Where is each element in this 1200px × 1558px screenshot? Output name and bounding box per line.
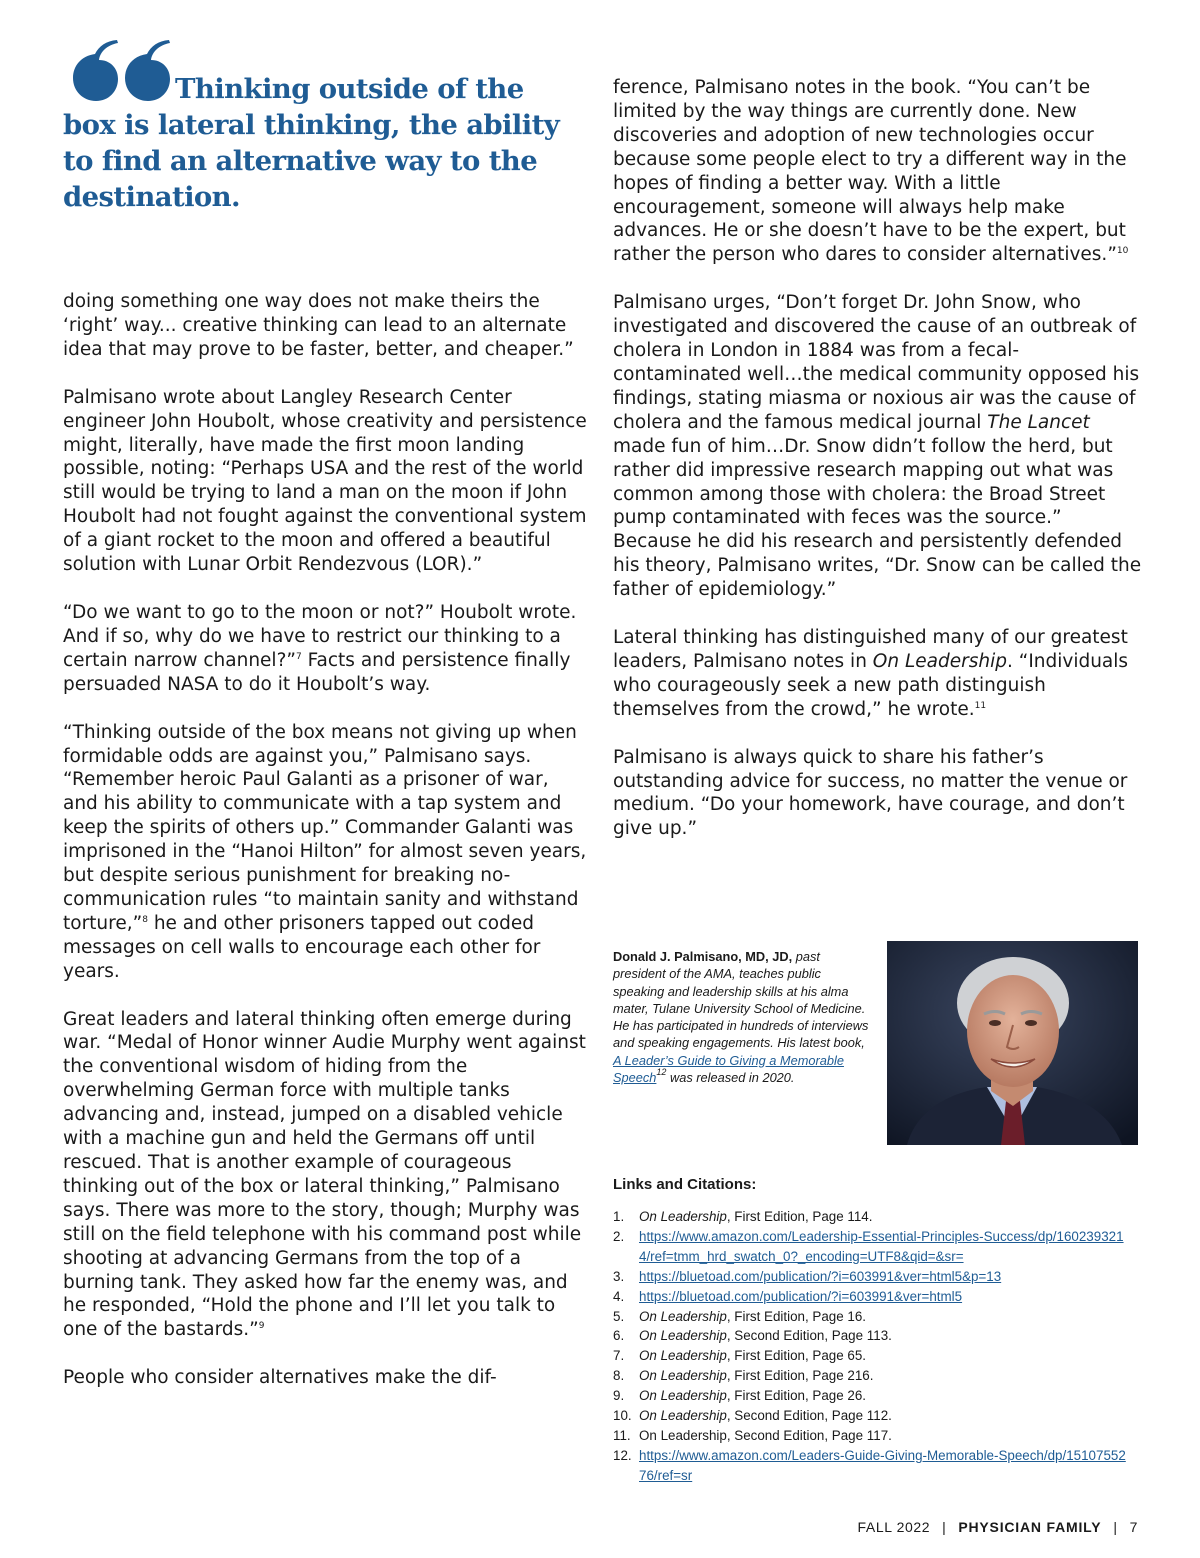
left-column bbox=[63, 290, 588, 1414]
citation-item bbox=[613, 1346, 1133, 1366]
citation-title: On Leadership bbox=[639, 1408, 727, 1424]
citation-item bbox=[613, 1287, 1133, 1307]
paragraph-text: Facts and persistence finally persuaded NASA to do it Houbolt’s way. bbox=[63, 649, 571, 695]
paragraph-text: “Thinking outside of the box means not giving up when formidable odds are against you,” Palmisano says. “Remember heroic Paul Galanti as a prisoner of war, and his ability to communicate with a tap system and keep the spirits of others up.” Commander Galanti was imprisoned in the “Hanoi Hilton” for almost seven years, but despite serious punishment for breaking no-communication rules “to maintain sanity and withstand torture,” bbox=[63, 721, 587, 934]
citations-list bbox=[613, 1207, 1133, 1486]
footer-separator: | bbox=[942, 1519, 947, 1535]
citation-link[interactable]: https://www.amazon.com/Leaders-Guide-Giving-Memorable-Speech/dp/1510755276/ref=sr bbox=[639, 1447, 1126, 1483]
paragraph-text: Palmisano urges, “Don’t forget Dr. John Snow, who investigated and discovered the cause of an outbreak of cholera in London in 1884 was from a fecal-contaminated well…the medical community opposed his findings, stating miasma or noxious air was the cause of cholera and the famous medical journal bbox=[613, 292, 1140, 433]
citation-text: On Leadership, Second Edition, Page 117. bbox=[639, 1427, 892, 1443]
paragraph-text: . “Individuals who courageously seek a new path distinguish themselves from the crowd,” he wrote. bbox=[613, 650, 1129, 720]
paragraph: People who consider alternatives make the dif- bbox=[63, 1367, 497, 1389]
citation-title: On Leadership bbox=[639, 1308, 727, 1324]
citation-text: , Second Edition, Page 113. bbox=[726, 1328, 892, 1344]
citation-link[interactable]: https://bluetoad.com/publication/?i=603991&ver=html5 bbox=[639, 1288, 963, 1304]
journal-title: The Lancet bbox=[987, 411, 1090, 433]
paragraph bbox=[613, 76, 1143, 267]
citation-number: 5. bbox=[613, 1308, 625, 1324]
citation-title: On Leadership bbox=[639, 1348, 727, 1364]
citation-item bbox=[613, 1207, 1133, 1227]
paragraph bbox=[63, 1008, 588, 1343]
paragraph-text: Lateral thinking has distinguished many of our greatest leaders, Palmisano notes in bbox=[613, 627, 1128, 672]
paragraph-text: he and other prisoners tapped out coded messages on cell walls to encourage each other for years. bbox=[63, 912, 541, 982]
book-link[interactable]: A Leader’s Guide to Giving a Memorable Speech bbox=[613, 1052, 844, 1086]
citation-item bbox=[613, 1426, 1133, 1446]
citation-number: 1. bbox=[613, 1209, 625, 1224]
paragraph: Palmisano wrote about Langley Research Center engineer John Houbolt, whose creativity and persistence might, literally, have made the first moon landing possible, noting: “Perhaps USA and the rest of the world still would be trying to land a man on the moon if John Houbolt had not fought against the conventional system of a giant rocket to the moon and offered a beautiful solution with Lunar Orbit Rendezvous (LOR).” bbox=[63, 386, 587, 576]
double-quote-icon bbox=[73, 40, 171, 102]
footnote-ref: 8 bbox=[142, 914, 148, 925]
citation-title: On Leadership bbox=[639, 1368, 727, 1384]
citation-text: , First Edition, Page 114. bbox=[726, 1209, 873, 1224]
paragraph bbox=[63, 601, 588, 697]
paragraph bbox=[613, 626, 1143, 722]
citation-text: , First Edition, Page 16. bbox=[726, 1308, 867, 1324]
citation-item bbox=[613, 1446, 1133, 1486]
citation-number: 6. bbox=[613, 1328, 625, 1344]
paragraph-text: made fun of him…Dr. Snow didn’t follow the herd, but rather did impressive research mapping out what was common among those with cholera: the Broad Street pump contaminated with feces was the source.” Because he did his research and persistently defended his theory, Palmisano writes, “Dr. Snow can be called the father of epidemiology.” bbox=[613, 435, 1142, 601]
footnote-ref: 12 bbox=[656, 1067, 667, 1078]
citation-number: 8. bbox=[613, 1368, 625, 1384]
paragraph-text: “Do we want to go to the moon or not?” Houbolt wrote. And if so, why do we have to restrict our thinking to a certain narrow channel?” bbox=[63, 601, 577, 671]
citation-text: , First Edition, Page 216. bbox=[726, 1368, 874, 1384]
citations-title: Links and Citations: bbox=[613, 1176, 757, 1193]
book-title: On Leadership bbox=[872, 650, 1007, 672]
bio-text: was released in 2020. bbox=[666, 1070, 795, 1086]
citation-item bbox=[613, 1386, 1133, 1406]
citation-number: 3. bbox=[613, 1268, 625, 1284]
citation-number: 2. bbox=[613, 1228, 625, 1244]
footnote-ref: 11 bbox=[974, 700, 987, 711]
citation-number: 12. bbox=[613, 1447, 632, 1463]
issue-label: FALL 2022 bbox=[857, 1519, 931, 1535]
author-bio bbox=[613, 948, 869, 1086]
citation-link[interactable]: https://bluetoad.com/publication/?i=603991&ver=html5&p=13 bbox=[639, 1268, 1002, 1284]
paragraph: doing something one way does not make theirs the ‘right’ way... creative thinking can lead to an alternate idea that may prove to be faster, better, and cheaper.” bbox=[63, 291, 574, 360]
citation-title: On Leadership bbox=[639, 1388, 727, 1404]
citation-number: 11. bbox=[613, 1427, 631, 1443]
footnote-ref: 7 bbox=[295, 651, 302, 662]
page-footer bbox=[858, 1519, 1138, 1535]
footnote-ref: 9 bbox=[258, 1321, 265, 1332]
citation-text: , Second Edition, Page 112. bbox=[726, 1408, 892, 1424]
publication-name: PHYSICIAN FAMILY bbox=[958, 1519, 1102, 1535]
author-portrait bbox=[887, 941, 1138, 1145]
citation-number: 10. bbox=[613, 1408, 632, 1424]
paragraph: Palmisano is always quick to share his father’s outstanding advice for success, no matter the venue or medium. “Do your homework, have courage, and don’t give up.” bbox=[613, 746, 1128, 840]
citation-number: 9. bbox=[613, 1388, 625, 1404]
paragraph-text: ference, Palmisano notes in the book. “You can’t be limited by the way things are currently done. New discoveries and adoption of new technologies occur because some people elect to try a different way in the hopes of finding a better way. With a little encouragement, someone will always help make advances. He or she doesn’t have to be the expert, but rather the person who dares to consider alternatives.” bbox=[613, 77, 1127, 266]
paragraph bbox=[613, 291, 1143, 602]
pull-quote bbox=[63, 40, 583, 215]
citation-item bbox=[613, 1227, 1133, 1267]
portrait-image bbox=[887, 941, 1138, 1145]
paragraph bbox=[63, 721, 588, 984]
footer-separator: | bbox=[1113, 1519, 1118, 1535]
citation-item bbox=[613, 1326, 1133, 1346]
page-number: 7 bbox=[1129, 1519, 1138, 1535]
paragraph-text: Great leaders and lateral thinking often emerge during war. “Medal of Honor winner Audie Murphy went against the conventional wisdom of hiding from the overwhelming German force with multiple tanks advancing and, instead, jumped on a disabled vehicle with a machine gun and held the Germans off until rescued. That is another example of courageous thinking out of the box or lateral thinking,” Palmisano says. There was more to the story, though; Murphy was still on the field telephone with his command post while shooting at advancing Germans from the top of a burning tank. They asked how far the enemy was, and he responded, “Hold the phone and I’ll let you talk to one of the bastards.” bbox=[63, 1008, 586, 1341]
pull-quote-text: Thinking outside of the box is lateral thinking, the ability to find an alternative way to the destination. bbox=[63, 73, 560, 213]
bio-text: past president of the AMA, teaches public speaking and leadership skills at his alma mater, Tulane University School of Medicine. He has participated in hundreds of interviews and speaking engagements. His latest book, bbox=[613, 949, 869, 1051]
citation-title: On Leadership bbox=[639, 1209, 727, 1224]
citation-item bbox=[613, 1307, 1133, 1327]
citation-text: , First Edition, Page 65. bbox=[726, 1348, 867, 1364]
citation-number: 7. bbox=[613, 1348, 625, 1364]
citation-link[interactable]: https://www.amazon.com/Leadership-Essential-Principles-Success/dp/1602393214/ref=tmm_hrd_swatch_0?_encoding=UTF8&qid=&sr= bbox=[639, 1228, 1124, 1264]
citation-item bbox=[613, 1366, 1133, 1386]
citation-item bbox=[613, 1267, 1133, 1287]
citation-text: , First Edition, Page 26. bbox=[726, 1388, 867, 1404]
citation-item bbox=[613, 1406, 1133, 1426]
right-column bbox=[613, 76, 1143, 865]
citation-title: On Leadership bbox=[639, 1328, 727, 1344]
footnote-ref: 10 bbox=[1116, 246, 1129, 257]
author-name: Donald J. Palmisano, MD, JD, bbox=[613, 949, 793, 964]
citation-number: 4. bbox=[613, 1288, 625, 1304]
